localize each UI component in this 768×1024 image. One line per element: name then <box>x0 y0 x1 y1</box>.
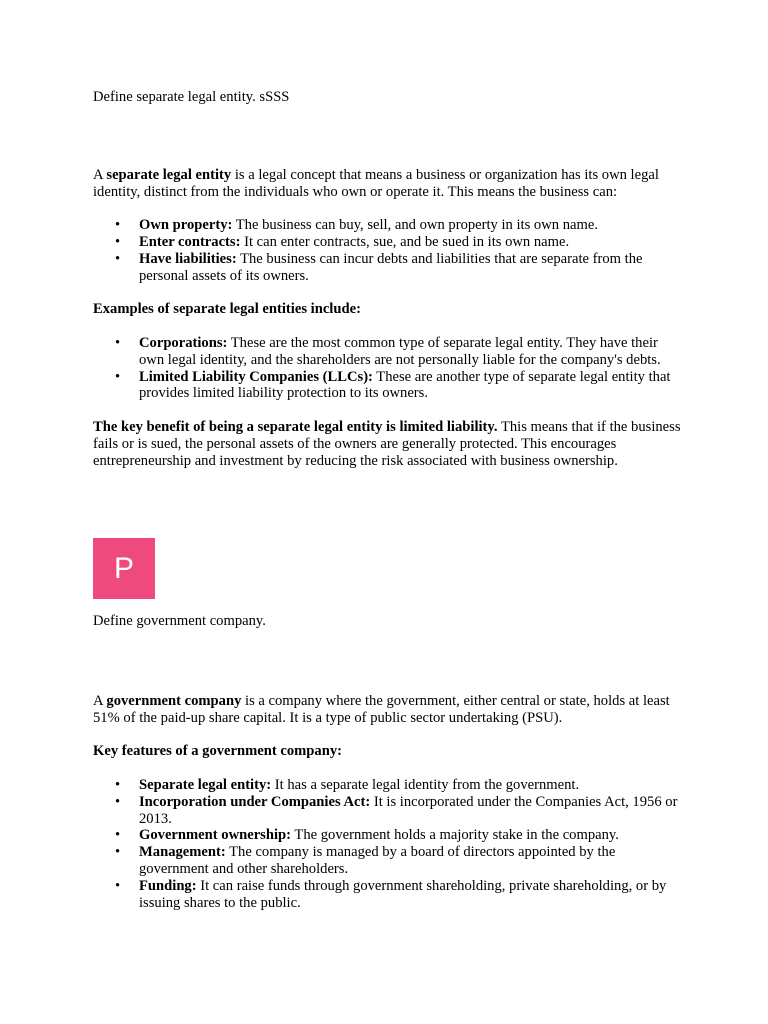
term-separate-legal-entity: separate legal entity <box>106 167 232 183</box>
list-item: • Limited Liability Companies (LLCs): These are another type of separate legal entity that provides limited liability protection to its owners. <box>139 369 683 403</box>
list-item: • Management: The company is managed by a board of directors appointed by the government and other shareholders. <box>139 844 683 878</box>
features-heading: Key features of a government company: <box>93 743 342 760</box>
features-list <box>93 777 683 911</box>
list-item: • Government ownership: The government holds a majority stake in the company. <box>139 827 683 844</box>
question-2: Define government company. <box>93 613 266 629</box>
list-item: • Have liabilities: The business can incur debts and liabilities that are separate from the personal assets of its owners. <box>139 251 683 285</box>
question-1: Define separate legal entity. sSSS <box>93 89 290 105</box>
examples-list <box>93 335 683 402</box>
list-item: • Funding: It can raise funds through government shareholding, private shareholding, or by issuing shares to the public. <box>139 878 683 912</box>
list-item: • Incorporation under Companies Act: It is incorporated under the Companies Act, 1956 or 2013. <box>139 794 683 828</box>
answer-2-intro: A government company is a company where the government, either central or state, holds at least 51% of the paid-up share capital. It is a type of public sector undertaking (PSU). <box>93 693 670 726</box>
term-government-company: government company <box>106 693 242 709</box>
answer-2 <box>93 693 683 911</box>
avatar: P <box>93 538 155 599</box>
answer-1 <box>93 167 683 469</box>
list-item: • Own property: The business can buy, sell, and own property in its own name. <box>139 217 683 234</box>
answer-1-intro: A separate legal entity is a legal concept that means a business or organization has its own legal identity, distinct from the individuals who own or operate it. This means the business can: <box>93 167 659 200</box>
key-benefit-paragraph: The key benefit of being a separate legal entity is limited liability. This means that if the business fails or is sued, the personal assets of the owners are generally protected. This encourages entrepreneurship and investment by reducing the risk associated with business ownership. <box>93 418 681 469</box>
list-item: • Corporations: These are the most common type of separate legal entity. They have their own legal identity, and the shareholders are not personally liable for the company's debts. <box>139 335 683 369</box>
examples-heading: Examples of separate legal entities include: <box>93 301 361 318</box>
capabilities-list <box>93 217 683 284</box>
list-item: • Separate legal entity: It has a separate legal identity from the government. <box>139 777 683 794</box>
list-item: • Enter contracts: It can enter contracts, sue, and be sued in its own name. <box>139 234 683 251</box>
